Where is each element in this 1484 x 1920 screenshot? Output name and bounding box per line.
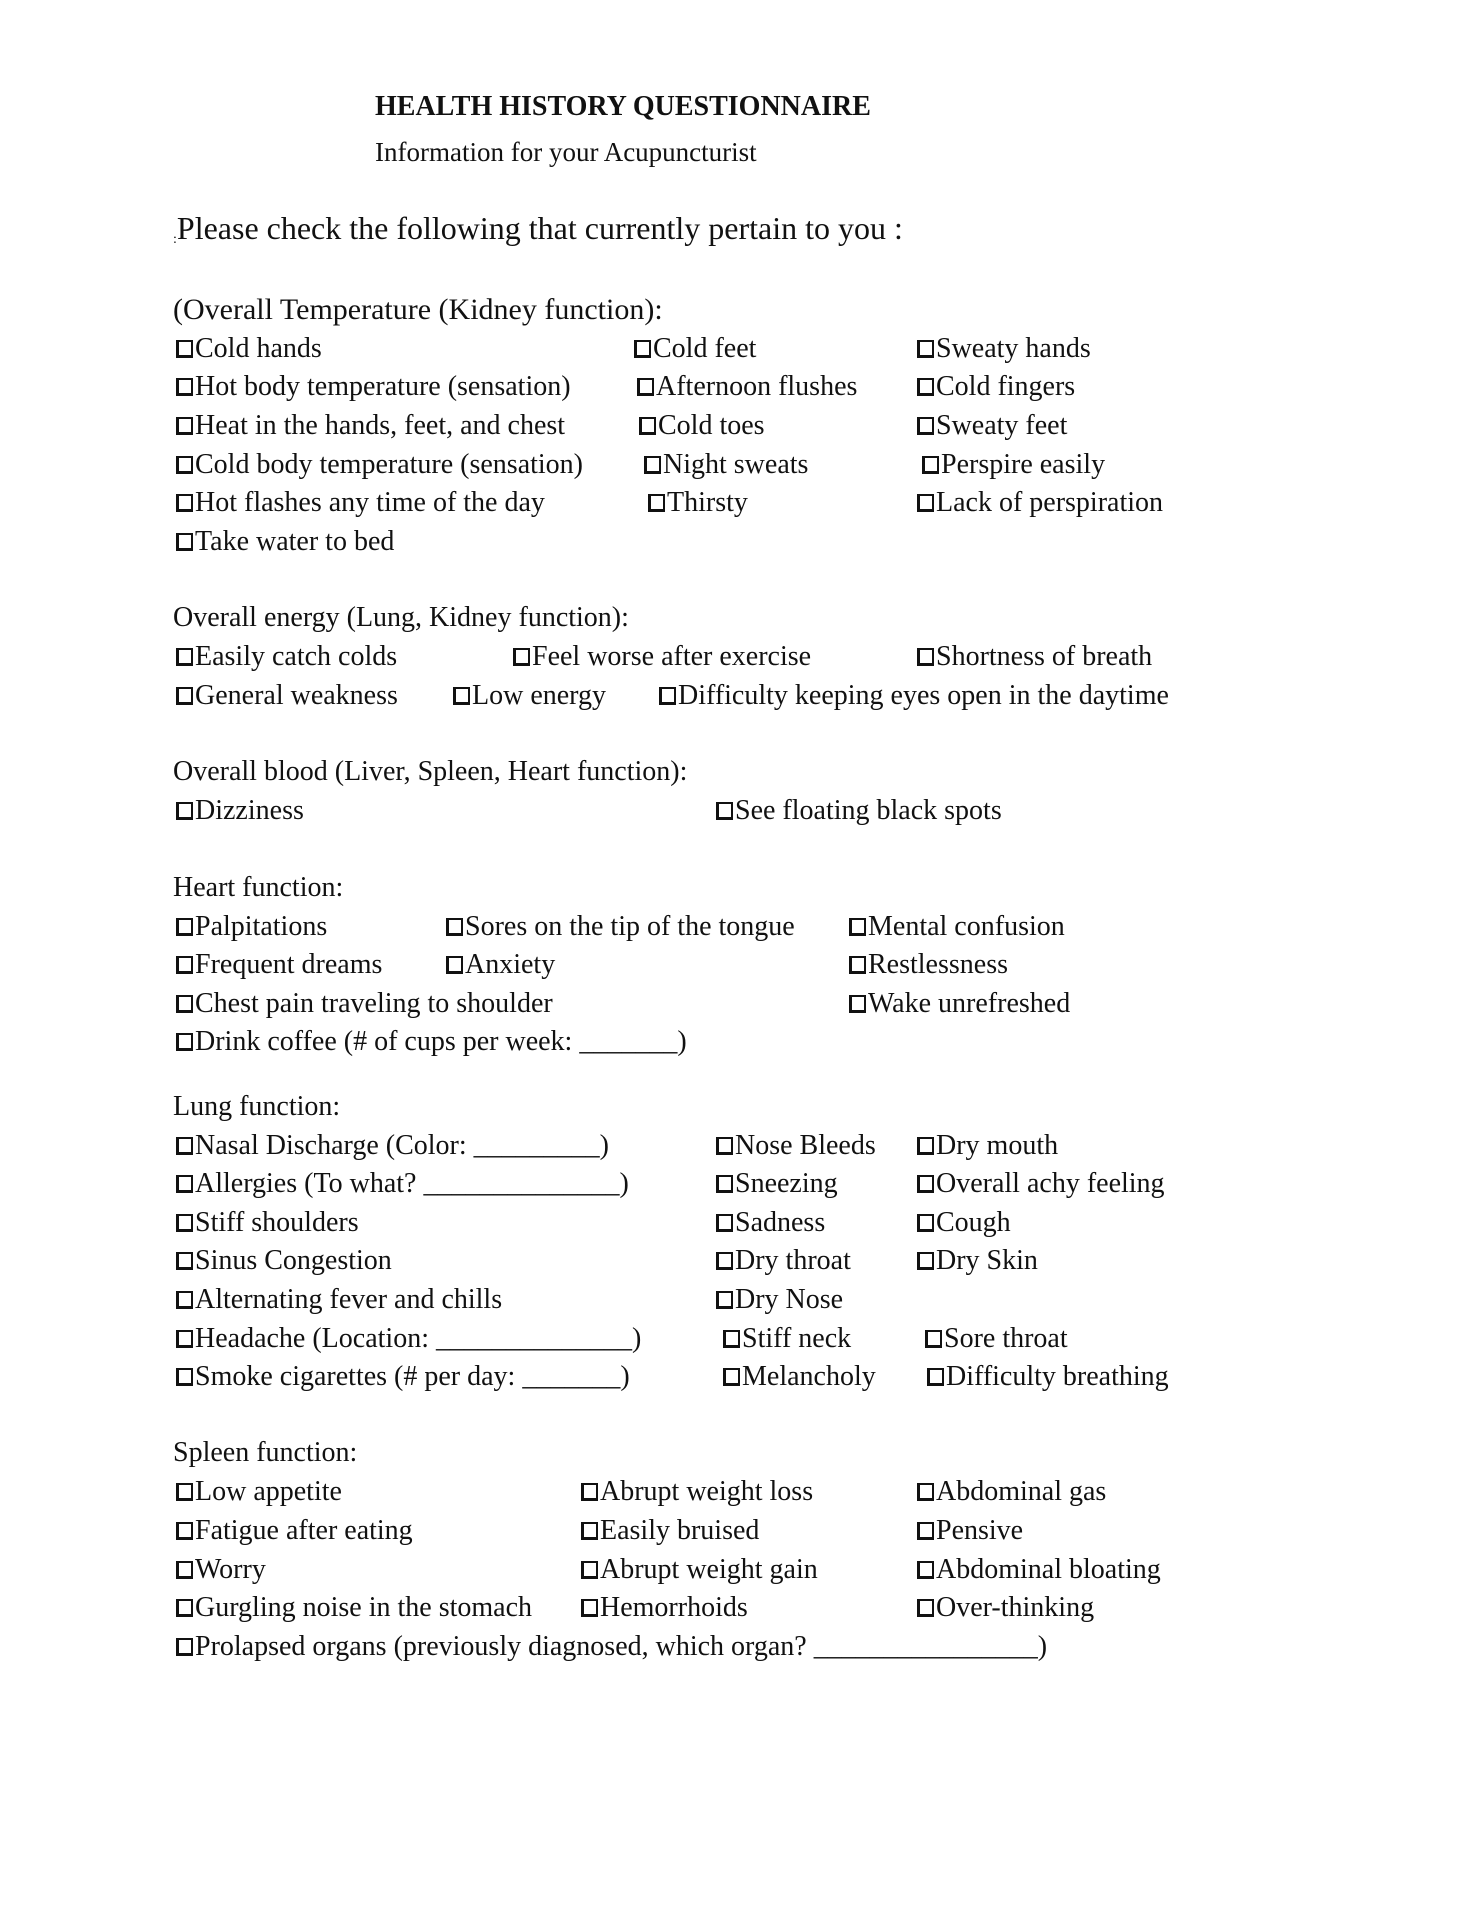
checklist-item-label: Sadness <box>735 1207 826 1238</box>
checklist-item-cold-toes[interactable] <box>639 409 765 443</box>
checklist-item-cold-body-temperature-sensation[interactable] <box>176 448 583 482</box>
checklist-item-label: Wake unrefreshed <box>868 988 1071 1019</box>
checklist-item-dizziness[interactable] <box>176 794 304 828</box>
checklist-item-wake-unrefreshed[interactable] <box>849 987 1070 1021</box>
checkbox-icon[interactable] <box>176 378 193 396</box>
checklist-item-label: Pensive <box>936 1515 1024 1546</box>
checklist-item-afternoon-flushes[interactable] <box>637 370 857 404</box>
checklist-item-label: Afternoon flushes <box>656 371 858 402</box>
checkbox-icon[interactable] <box>917 1522 934 1540</box>
checklist-item-label: Fatigue after eating <box>195 1515 413 1546</box>
checklist-item-label: Perspire easily <box>941 449 1106 480</box>
checkbox-icon[interactable] <box>917 1214 934 1232</box>
checkbox-icon[interactable] <box>176 1330 193 1348</box>
checkbox-icon[interactable] <box>176 456 193 474</box>
checklist-item-drink-coffee-of-cups-per-week[interactable] <box>176 1025 687 1059</box>
checklist-item-stiff-shoulders[interactable] <box>176 1206 359 1240</box>
checklist-item-label: Alternating fever and chills <box>195 1284 503 1315</box>
checkbox-icon[interactable] <box>176 1561 193 1579</box>
checklist-item-cold-hands[interactable] <box>176 332 322 366</box>
checkbox-icon[interactable] <box>917 1561 934 1579</box>
checklist-item-label: Dry Nose <box>735 1284 844 1315</box>
checkbox-icon[interactable] <box>644 456 661 474</box>
checklist-item-smoke-cigarettes-per-day[interactable] <box>176 1360 630 1394</box>
checklist-item-abrupt-weight-loss[interactable] <box>581 1475 813 1509</box>
checkbox-icon[interactable] <box>446 918 463 936</box>
checklist-item-worry[interactable] <box>176 1553 266 1587</box>
checklist-item-label: Palpitations <box>195 911 328 942</box>
checkbox-icon[interactable] <box>927 1368 944 1386</box>
checklist-item-label: Low energy <box>472 680 606 711</box>
checkbox-icon[interactable] <box>922 456 939 474</box>
checklist-item-chest-pain-traveling-to-shoulder[interactable] <box>176 987 553 1021</box>
checklist-item-feel-worse-after-exercise[interactable] <box>513 640 811 674</box>
instruction-prefix: : <box>173 232 177 247</box>
checklist-item-label: Dizziness <box>195 795 304 826</box>
checklist-item-thirsty[interactable] <box>648 486 748 520</box>
checkbox-icon[interactable] <box>716 1137 733 1155</box>
checklist-item-anxiety[interactable] <box>446 948 555 982</box>
checklist-item-label: Overall achy feeling <box>936 1168 1165 1199</box>
checklist-item-label: Heat in the hands, feet, and chest <box>195 410 566 441</box>
checklist-item-general-weakness[interactable] <box>176 679 398 713</box>
checkbox-icon[interactable] <box>917 494 934 512</box>
section-heading-temperature: (Overall Temperature (Kidney function): <box>173 293 663 326</box>
checklist-item-see-floating-black-spots[interactable] <box>716 794 1002 828</box>
checklist-item-label: Stiff shoulders <box>195 1207 359 1238</box>
checkbox-icon[interactable] <box>176 494 193 512</box>
instruction-text: Please check the following that currently pertain to you : <box>176 210 903 246</box>
checklist-item-nose-bleeds[interactable] <box>716 1129 876 1163</box>
checklist-item-label: Stiff neck <box>742 1323 852 1354</box>
checkbox-icon[interactable] <box>917 417 934 435</box>
checklist-item-label: See floating black spots <box>735 795 1002 826</box>
checklist-item-hemorrhoids[interactable] <box>581 1591 748 1625</box>
checkbox-icon[interactable] <box>581 1599 598 1617</box>
checkbox-icon[interactable] <box>581 1483 598 1501</box>
checkbox-icon[interactable] <box>176 648 193 666</box>
checklist-item-fatigue-after-eating[interactable] <box>176 1514 413 1548</box>
checkbox-icon[interactable] <box>176 1033 193 1051</box>
checklist-item-shortness-of-breath[interactable] <box>917 640 1152 674</box>
checklist-item-label: Sore throat <box>944 1323 1068 1354</box>
checklist-item-cold-fingers[interactable] <box>917 370 1075 404</box>
checklist-item-label: Restlessness <box>868 949 1008 980</box>
checkbox-icon[interactable] <box>176 1638 193 1656</box>
checklist-item-label: Abrupt weight loss <box>600 1476 814 1507</box>
checkbox-icon[interactable] <box>581 1522 598 1540</box>
checklist-item-low-energy[interactable] <box>453 679 606 713</box>
checklist-item-over-thinking[interactable] <box>917 1591 1094 1625</box>
checkbox-icon[interactable] <box>925 1330 942 1348</box>
section-heading-spleen: Spleen function: <box>173 1437 358 1468</box>
checklist-item-sore-throat[interactable] <box>925 1322 1068 1356</box>
checklist-item-restlessness[interactable] <box>849 948 1008 982</box>
checklist-item-label: Low appetite <box>195 1476 342 1507</box>
checkbox-icon[interactable] <box>176 1137 193 1155</box>
checklist-item-hot-body-temperature-sensation[interactable] <box>176 370 571 404</box>
checklist-item-easily-catch-colds[interactable] <box>176 640 397 674</box>
checklist-item-label: Thirsty <box>667 487 748 518</box>
checkbox-icon[interactable] <box>917 1483 934 1501</box>
checklist-item-label: Shortness of breath <box>936 641 1153 672</box>
checklist-item-label: Hot body temperature (sensation) <box>195 371 571 402</box>
checklist-item-stiff-neck[interactable] <box>723 1322 851 1356</box>
checklist-item-label: Cough <box>936 1207 1011 1238</box>
checklist-item-label: Cold body temperature (sensation) <box>195 449 584 480</box>
checklist-item-dry-skin[interactable] <box>917 1244 1038 1278</box>
checklist-item-label: Mental confusion <box>868 911 1065 942</box>
checkbox-icon[interactable] <box>176 1291 193 1309</box>
checklist-item-allergies-to-what[interactable] <box>176 1167 629 1201</box>
checklist-item-pensive[interactable] <box>917 1514 1023 1548</box>
checkbox-icon[interactable] <box>917 340 934 358</box>
checkbox-icon[interactable] <box>917 1175 934 1193</box>
checkbox-icon[interactable] <box>637 378 654 396</box>
section-heading-blood: Overall blood (Liver, Spleen, Heart function): <box>173 756 688 787</box>
section-heading-heart: Heart function: <box>173 872 344 903</box>
checkbox-icon[interactable] <box>716 1214 733 1232</box>
checklist-item-label: Nose Bleeds <box>735 1130 876 1161</box>
checklist-item-label: Cold hands <box>195 333 322 364</box>
checkbox-icon[interactable] <box>917 1599 934 1617</box>
checkbox-icon[interactable] <box>716 1291 733 1309</box>
checkbox-icon[interactable] <box>176 1599 193 1617</box>
checkbox-icon[interactable] <box>176 1368 193 1386</box>
checkbox-icon[interactable] <box>176 417 193 435</box>
checkbox-icon[interactable] <box>849 995 866 1013</box>
checkbox-icon[interactable] <box>176 918 193 936</box>
checklist-item-label: Dry Skin <box>936 1245 1038 1276</box>
checklist-item-label: Night sweats <box>663 449 809 480</box>
checkbox-icon[interactable] <box>849 918 866 936</box>
checklist-item-dry-nose[interactable] <box>716 1283 843 1317</box>
checklist-item-label: Easily catch colds <box>195 641 398 672</box>
checklist-item-label: Gurgling noise in the stomach <box>195 1592 532 1623</box>
checklist-item-take-water-to-bed[interactable] <box>176 525 394 559</box>
checklist-item-label: Anxiety <box>465 949 556 980</box>
checklist-item-label: Abdominal gas <box>936 1476 1107 1507</box>
checklist-item-label: Hemorrhoids <box>600 1592 748 1623</box>
checklist-item-sadness[interactable] <box>716 1206 825 1240</box>
checkbox-icon[interactable] <box>176 995 193 1013</box>
checklist-item-label: Hot flashes any time of the day <box>195 487 545 518</box>
checklist-item-label: Over-thinking <box>936 1592 1095 1623</box>
checkbox-icon[interactable] <box>446 956 463 974</box>
checklist-item-low-appetite[interactable] <box>176 1475 342 1509</box>
checklist-item-label: Nasal Discharge (Color: _________) <box>195 1130 609 1161</box>
checklist-item-lack-of-perspiration[interactable] <box>917 486 1163 520</box>
checklist-item-perspire-easily[interactable] <box>922 448 1105 482</box>
checklist-item-label: Worry <box>195 1554 266 1585</box>
checklist-item-label: Drink coffee (# of cups per week: _______) <box>195 1026 687 1057</box>
checklist-item-mental-confusion[interactable] <box>849 910 1065 944</box>
checklist-item-frequent-dreams[interactable] <box>176 948 382 982</box>
checklist-item-sores-on-the-tip-of-the-tongue[interactable] <box>446 910 795 944</box>
checkbox-icon[interactable] <box>917 1252 934 1270</box>
checkbox-icon[interactable] <box>723 1368 740 1386</box>
checklist-item-dry-throat[interactable] <box>716 1244 851 1278</box>
checklist-item-abdominal-gas[interactable] <box>917 1475 1106 1509</box>
checklist-item-cough[interactable] <box>917 1206 1011 1240</box>
checkbox-icon[interactable] <box>176 1252 193 1270</box>
checkbox-icon[interactable] <box>513 648 530 666</box>
checklist-item-cold-feet[interactable] <box>634 332 756 366</box>
checklist-item-label: Easily bruised <box>600 1515 760 1546</box>
checklist-item-palpitations[interactable] <box>176 910 327 944</box>
checkbox-icon[interactable] <box>453 687 470 705</box>
checklist-item-difficulty-keeping-eyes-open-in-the-dayt[interactable] <box>659 679 1169 713</box>
checklist-item-difficulty-breathing[interactable] <box>927 1360 1169 1394</box>
checklist-item-sweaty-feet[interactable] <box>917 409 1067 443</box>
checkbox-icon[interactable] <box>176 687 193 705</box>
instruction-line <box>173 211 903 253</box>
checklist-item-label: Cold feet <box>653 333 757 364</box>
checkbox-icon[interactable] <box>176 1483 193 1501</box>
checkbox-icon[interactable] <box>917 378 934 396</box>
checklist-item-label: Sores on the tip of the tongue <box>465 911 795 942</box>
checklist-item-label: Headache (Location: ______________) <box>195 1323 642 1354</box>
checkbox-icon[interactable] <box>723 1330 740 1348</box>
checkbox-icon[interactable] <box>176 1214 193 1232</box>
checklist-item-overall-achy-feeling[interactable] <box>917 1167 1165 1201</box>
checklist-item-label: Sneezing <box>735 1168 838 1199</box>
checklist-item-heat-in-the-hands-feet-and-chest[interactable] <box>176 409 565 443</box>
checklist-item-sweaty-hands[interactable] <box>917 332 1091 366</box>
checkbox-icon[interactable] <box>176 1522 193 1540</box>
document-subtitle: Information for your Acupuncturist <box>375 137 757 167</box>
checkbox-icon[interactable] <box>639 417 656 435</box>
checklist-item-label: Take water to bed <box>195 526 395 557</box>
checklist-item-prolapsed-organs-previously-diagnosed-wh[interactable] <box>176 1630 1047 1664</box>
checkbox-icon[interactable] <box>634 340 651 358</box>
checkbox-icon[interactable] <box>659 687 676 705</box>
checkbox-icon[interactable] <box>716 1252 733 1270</box>
checklist-item-gurgling-noise-in-the-stomach[interactable] <box>176 1591 532 1625</box>
checklist-item-label: Smoke cigarettes (# per day: _______) <box>195 1361 630 1392</box>
checklist-item-sinus-congestion[interactable] <box>176 1244 392 1278</box>
checklist-item-label: Dry mouth <box>936 1130 1059 1161</box>
checklist-item-melancholy[interactable] <box>723 1360 876 1394</box>
checkbox-icon[interactable] <box>917 1137 934 1155</box>
document-title: HEALTH HISTORY QUESTIONNAIRE <box>375 91 871 122</box>
checklist-item-label: Allergies (To what? ______________) <box>195 1168 629 1199</box>
checklist-item-label: Prolapsed organs (previously diagnosed, which organ? ________________) <box>195 1631 1048 1662</box>
checklist-item-label: Sinus Congestion <box>195 1245 392 1276</box>
checklist-item-alternating-fever-and-chills[interactable] <box>176 1283 502 1317</box>
checkbox-icon[interactable] <box>849 956 866 974</box>
checklist-item-nasal-discharge-color[interactable] <box>176 1129 609 1163</box>
checkbox-icon[interactable] <box>716 1175 733 1193</box>
checklist-item-easily-bruised[interactable] <box>581 1514 759 1548</box>
checkbox-icon[interactable] <box>176 956 193 974</box>
checkbox-icon[interactable] <box>176 1175 193 1193</box>
checkbox-icon[interactable] <box>581 1561 598 1579</box>
checkbox-icon[interactable] <box>917 648 934 666</box>
checklist-item-label: Abrupt weight gain <box>600 1554 818 1585</box>
checklist-item-abrupt-weight-gain[interactable] <box>581 1553 818 1587</box>
checkbox-icon[interactable] <box>716 802 733 820</box>
section-heading-energy: Overall energy (Lung, Kidney function): <box>173 602 629 633</box>
section-heading-lung: Lung function: <box>173 1091 341 1122</box>
checklist-item-label: Sweaty feet <box>936 410 1068 441</box>
checklist-item-label: Dry throat <box>735 1245 851 1276</box>
checklist-item-label: Chest pain traveling to shoulder <box>195 988 553 1019</box>
checkbox-icon[interactable] <box>648 494 665 512</box>
checklist-item-label: Difficulty breathing <box>946 1361 1169 1392</box>
checklist-item-label: Cold fingers <box>936 371 1076 402</box>
checklist-item-label: Sweaty hands <box>936 333 1091 364</box>
checklist-item-label: Feel worse after exercise <box>532 641 812 672</box>
checklist-item-label: Melancholy <box>742 1361 876 1392</box>
checklist-item-night-sweats[interactable] <box>644 448 808 482</box>
checklist-item-label: General weakness <box>195 680 398 711</box>
checklist-item-label: Lack of perspiration <box>936 487 1164 518</box>
checkbox-icon[interactable] <box>176 533 193 551</box>
checklist-item-headache-location[interactable] <box>176 1322 641 1356</box>
checklist-item-label: Frequent dreams <box>195 949 383 980</box>
checklist-item-hot-flashes-any-time-of-the-day[interactable] <box>176 486 545 520</box>
checklist-item-label: Abdominal bloating <box>936 1554 1161 1585</box>
checklist-item-dry-mouth[interactable] <box>917 1129 1058 1163</box>
checkbox-icon[interactable] <box>176 340 193 358</box>
checklist-item-abdominal-bloating[interactable] <box>917 1553 1161 1587</box>
checkbox-icon[interactable] <box>176 802 193 820</box>
checklist-item-label: Difficulty keeping eyes open in the daytime <box>678 680 1169 711</box>
checklist-item-label: Cold toes <box>658 410 765 441</box>
checklist-item-sneezing[interactable] <box>716 1167 838 1201</box>
